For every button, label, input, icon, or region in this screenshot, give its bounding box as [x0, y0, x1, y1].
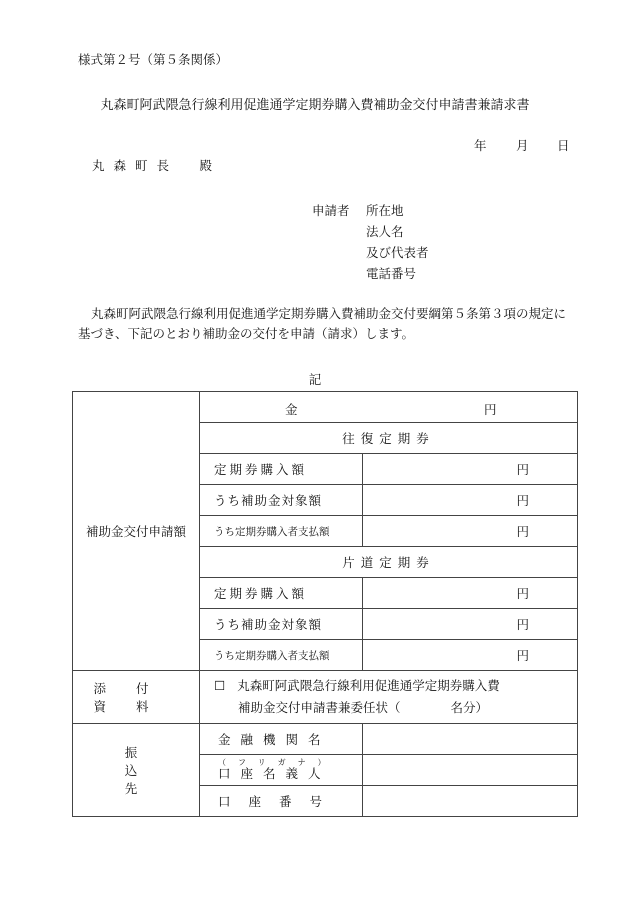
total-prefix: 金	[285, 402, 298, 417]
ki-heading: 記	[308, 372, 322, 387]
date-month: 月	[516, 138, 529, 153]
rt-subsidy-value[interactable]: 円	[363, 485, 578, 516]
attach-cell	[200, 671, 578, 724]
rt-subsidy-label: うち補助金対象額	[200, 485, 363, 516]
round-trip-header: 往復定期券	[200, 423, 578, 454]
applicant-label: 申請者	[312, 203, 350, 218]
rt-purchase-value[interactable]: 円	[363, 454, 578, 485]
body-text: 丸森町阿武隈急行線利用促進通学定期券購入費補助金交付要綱第５条第３項の規定に基づき、下記のとおり補助金の交付を申請（請求）します。	[78, 306, 567, 341]
ow-buyer-paid-value[interactable]: 円	[363, 640, 578, 671]
attach-label: 添付資料	[73, 671, 200, 724]
table-row	[73, 392, 578, 423]
one-way-header: 片道定期券	[200, 547, 578, 578]
date-year: 年	[474, 138, 487, 153]
attach-line-1: 丸森町阿武隈急行線利用促進通学定期券購入費	[237, 678, 500, 693]
transfer-label: 振込先	[73, 724, 200, 817]
account-holder-furigana: （フリガナ）	[218, 758, 338, 767]
ow-subsidy-label: うち補助金対象額	[200, 609, 363, 640]
ow-purchase-value[interactable]: 円	[363, 578, 578, 609]
total-amount-cell[interactable]	[200, 392, 578, 423]
ow-subsidy-value[interactable]: 円	[363, 609, 578, 640]
applicant-field-representative: 及び代表者	[366, 245, 429, 260]
group-label: 補助金交付申請額	[73, 392, 200, 671]
ow-purchase-label: 定期券購入額	[200, 578, 363, 609]
applicant-field-company: 法人名	[366, 224, 404, 239]
rt-purchase-label: 定期券購入額	[200, 454, 363, 485]
bank-name-label: 金融機関名	[200, 724, 363, 755]
account-holder-label	[200, 755, 363, 786]
applicant-field-phone: 電話番号	[366, 266, 417, 281]
attach-line-2: 補助金交付申請書兼委任状（ 名分）	[238, 700, 489, 715]
attach-checkbox[interactable]: ☐	[214, 678, 226, 693]
ow-buyer-paid-label: うち定期券購入者支払額	[200, 640, 363, 671]
bank-name-value[interactable]	[363, 724, 578, 755]
account-number-label: 口座番号	[200, 786, 363, 817]
recipient: 丸森町長 殿	[92, 158, 222, 173]
rt-buyer-paid-value[interactable]: 円	[363, 516, 578, 547]
account-holder-value[interactable]	[363, 755, 578, 786]
document-title: 丸森町阿武隈急行線利用促進通学定期券購入費補助金交付申請書兼請求書	[100, 98, 530, 113]
account-holder-text: 口座名義人	[218, 766, 331, 781]
application-table	[72, 391, 578, 817]
table-row	[73, 671, 578, 724]
form-number: 様式第２号（第５条関係）	[78, 52, 229, 67]
account-number-value[interactable]	[363, 786, 578, 817]
rt-buyer-paid-label: うち定期券購入者支払額	[200, 516, 363, 547]
date-day: 日	[557, 138, 570, 153]
applicant-fields	[366, 200, 429, 284]
applicant-field-address: 所在地	[366, 203, 404, 218]
table-row	[73, 724, 578, 755]
total-yen: 円	[484, 402, 497, 417]
